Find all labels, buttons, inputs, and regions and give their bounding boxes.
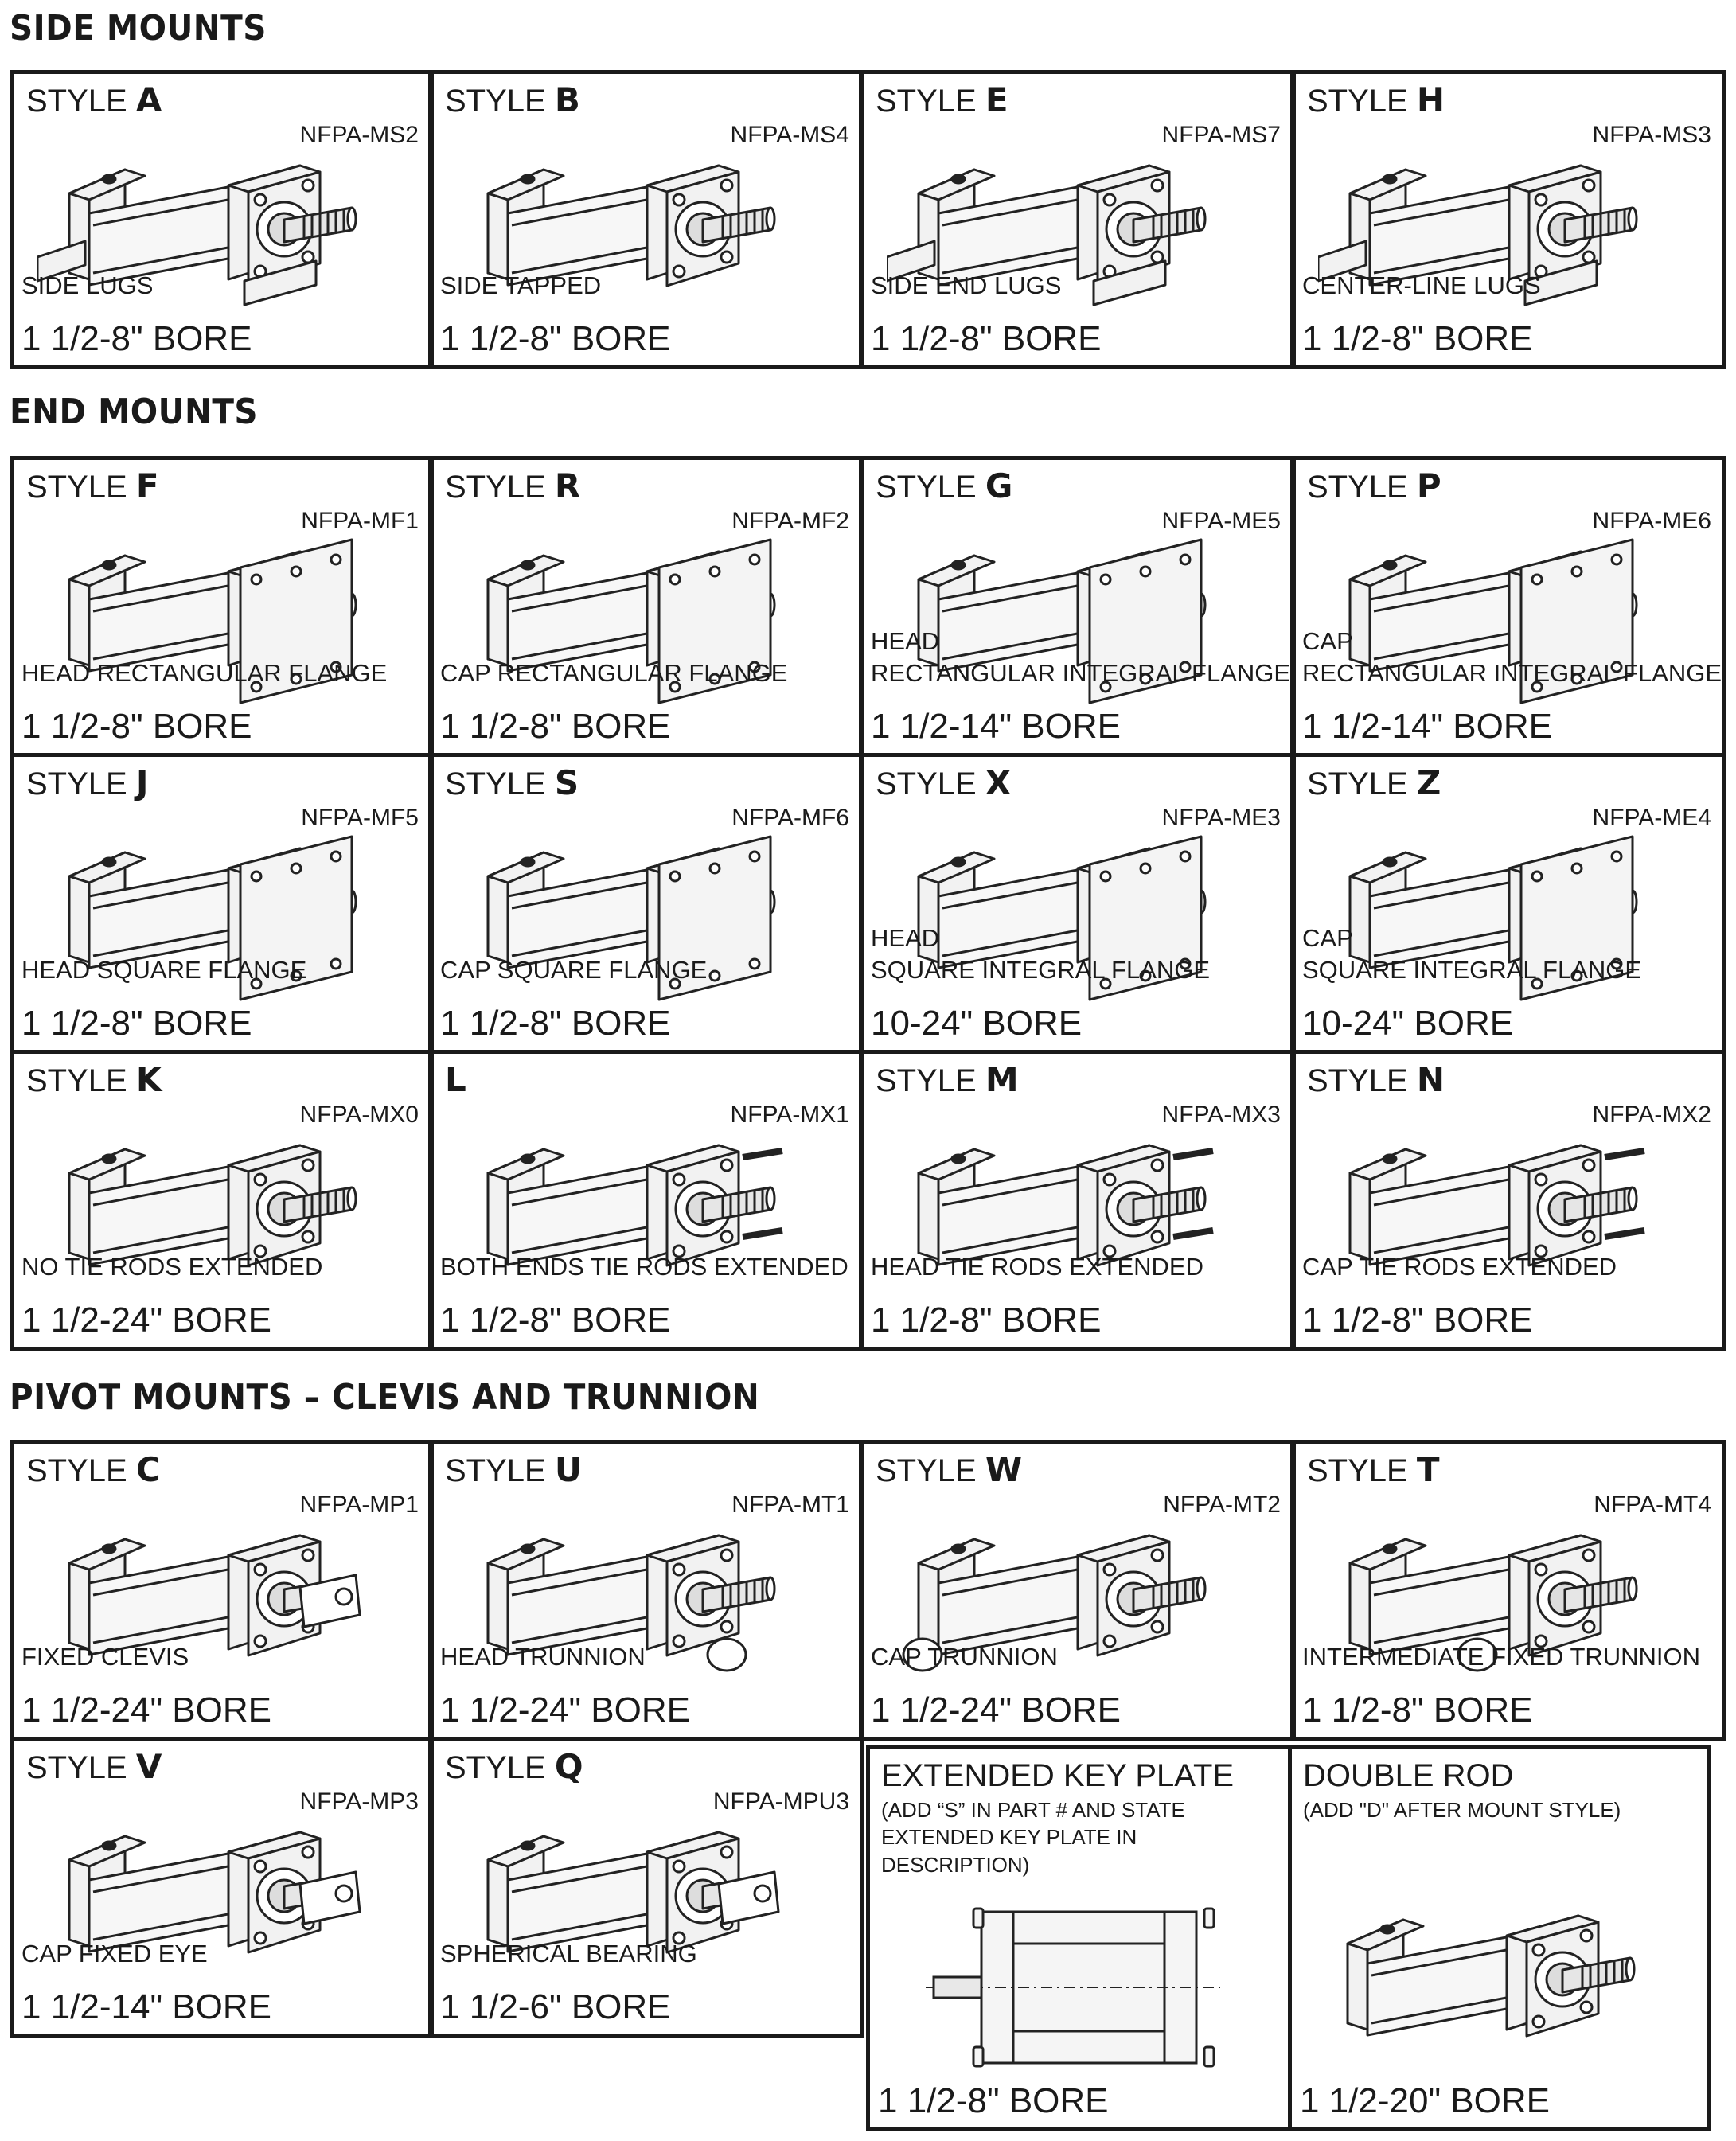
intermediate-fixed-trunnion-icon <box>1318 1507 1652 1706</box>
bore-range: 1 1/2-8" BORE <box>871 319 1102 358</box>
cap-square-flange-icon <box>456 821 790 1020</box>
cap-rectangular-integral-flange-icon <box>1318 524 1652 723</box>
nfpa-code: NFPA-MP3 <box>299 1788 419 1815</box>
mount-description <box>1302 270 1541 302</box>
style-prefix: STYLE <box>876 766 985 801</box>
description-line: INTERMEDIATE FIXED TRUNNION <box>1302 1643 1701 1671</box>
nfpa-code: NFPA-MX1 <box>730 1102 849 1128</box>
nfpa-code: NFPA-MX2 <box>1592 1102 1711 1128</box>
style-label <box>445 1060 466 1099</box>
nfpa-code: NFPA-MT4 <box>1594 1492 1711 1518</box>
note-line: (ADD "D" AFTER MOUNT STYLE) <box>1303 1798 1621 1822</box>
style-label <box>1307 1450 1440 1489</box>
side-lugs-cylinder-icon <box>37 138 372 337</box>
nfpa-code: NFPA-MT2 <box>1163 1492 1281 1518</box>
both-ends-tie-rods-extended-icon <box>456 1117 790 1316</box>
head-square-integral-flange-icon <box>887 821 1221 1020</box>
cap-square-integral-flange-icon <box>1318 821 1652 1020</box>
mount-description <box>1302 1251 1617 1283</box>
mount-card-pivot-1[interactable] <box>428 1440 864 1741</box>
style-letter: B <box>554 80 580 119</box>
mount-description <box>21 270 153 302</box>
bore-range: 1 1/2-8" BORE <box>21 1004 252 1043</box>
style-label <box>26 80 162 119</box>
mount-card-end-7[interactable] <box>1290 753 1726 1054</box>
style-letter: J <box>135 763 149 802</box>
style-label <box>1307 80 1445 119</box>
style-letter: X <box>985 763 1012 802</box>
style-prefix: STYLE <box>445 1453 555 1488</box>
style-prefix: STYLE <box>1307 470 1417 505</box>
style-letter: N <box>1416 1060 1445 1099</box>
center-line-lugs-cylinder-icon <box>1318 138 1652 337</box>
style-label <box>1307 763 1441 802</box>
bore-range: 1 1/2-8" BORE <box>878 2081 1109 2120</box>
style-prefix: STYLE <box>876 470 985 505</box>
head-rectangular-flange-icon <box>37 524 372 723</box>
mount-description <box>21 1641 189 1673</box>
style-prefix: STYLE <box>876 1453 985 1488</box>
bore-range: 1 1/2-8" BORE <box>21 707 252 746</box>
style-label <box>26 466 159 505</box>
description-line: SIDE TAPPED <box>440 271 602 299</box>
style-label <box>876 1060 1019 1099</box>
mount-description <box>871 1641 1058 1673</box>
description-line: RECTANGULAR INTEGRAL FLANGE <box>1302 658 1722 687</box>
bore-range: 1 1/2-14" BORE <box>1302 707 1552 746</box>
nfpa-code: NFPA-MX0 <box>299 1102 419 1128</box>
head-trunnion-icon <box>456 1507 790 1706</box>
nfpa-code: NFPA-MS4 <box>730 122 849 148</box>
bore-range: 1 1/2-8" BORE <box>1302 1301 1533 1340</box>
bore-range: 1 1/2-8" BORE <box>440 707 671 746</box>
style-letter: U <box>554 1450 582 1489</box>
style-prefix: STYLE <box>26 470 136 505</box>
section-title-end-mounts: END MOUNTS <box>10 392 259 432</box>
description-line: SIDE END LUGS <box>871 271 1062 299</box>
style-label <box>26 1450 161 1489</box>
bore-range: 1 1/2-8" BORE <box>21 319 252 358</box>
mount-description <box>871 626 1290 688</box>
style-letter: R <box>554 466 581 505</box>
description-line: CAP RECTANGULAR FLANGE <box>440 659 788 687</box>
style-letter: L <box>445 1060 466 1099</box>
mount-description <box>21 657 387 689</box>
style-letter: T <box>1416 1450 1440 1489</box>
nfpa-code: NFPA-MPU3 <box>712 1788 849 1815</box>
mount-card-end-11[interactable] <box>1290 1050 1726 1351</box>
style-label <box>876 763 1012 802</box>
mount-card-end-10[interactable] <box>859 1050 1296 1351</box>
style-letter: K <box>135 1060 162 1099</box>
bore-range: 1 1/2-8" BORE <box>440 1301 671 1340</box>
nfpa-code: NFPA-MF6 <box>731 805 849 831</box>
mount-description <box>440 1251 848 1283</box>
style-label <box>445 1450 582 1489</box>
mount-description <box>1302 626 1722 688</box>
bore-range: 1 1/2-20" BORE <box>1300 2081 1550 2120</box>
mount-description <box>440 1641 646 1673</box>
style-letter: S <box>554 763 579 802</box>
description-line: CAP FIXED EYE <box>21 1940 208 1967</box>
bore-range: 1 1/2-8" BORE <box>440 1004 671 1043</box>
style-prefix: STYLE <box>1307 766 1417 801</box>
description-line: SQUARE INTEGRAL FLANGE <box>871 955 1211 984</box>
bore-range: 1 1/2-24" BORE <box>440 1691 690 1730</box>
nfpa-code: NFPA-MP1 <box>299 1492 419 1518</box>
nfpa-code: NFPA-MF1 <box>301 508 419 534</box>
style-letter: A <box>135 80 162 119</box>
nfpa-code: NFPA-MS7 <box>1161 122 1281 148</box>
extended-key-plate-icon <box>894 1888 1228 2087</box>
section-title-side-mounts: SIDE MOUNTS <box>10 8 267 49</box>
style-letter: C <box>135 1450 161 1489</box>
mount-card-pivot-4[interactable] <box>10 1737 434 2038</box>
mount-card-pivot-2[interactable] <box>859 1440 1296 1741</box>
mount-card-side-1[interactable] <box>428 70 864 369</box>
cap-tie-rods-extended-icon <box>1318 1117 1652 1316</box>
note-line: EXTENDED KEY PLATE IN <box>881 1825 1137 1850</box>
description-line: CAP <box>1302 924 1353 952</box>
style-prefix: STYLE <box>1307 1453 1417 1488</box>
style-letter: Z <box>1416 763 1441 802</box>
style-letter: F <box>135 466 159 505</box>
mount-card-end-9[interactable] <box>428 1050 864 1351</box>
description-line: SPHERICAL BEARING <box>440 1940 697 1967</box>
style-prefix: STYLE <box>876 1063 985 1098</box>
description-line: BOTH ENDS TIE RODS EXTENDED <box>440 1253 848 1281</box>
description-line: CAP TIE RODS EXTENDED <box>1302 1253 1617 1281</box>
nfpa-code: NFPA-MS2 <box>299 122 419 148</box>
bore-range: 1 1/2-24" BORE <box>871 1691 1121 1730</box>
bore-range: 1 1/2-8" BORE <box>440 319 671 358</box>
style-label <box>26 1060 162 1099</box>
bore-range: 1 1/2-6" BORE <box>440 1987 671 2026</box>
style-prefix: STYLE <box>26 1453 136 1488</box>
nfpa-code: NFPA-MF2 <box>731 508 849 534</box>
mount-card-side-2[interactable] <box>859 70 1296 369</box>
bore-range: 1 1/2-8" BORE <box>1302 1691 1533 1730</box>
note-line: DESCRIPTION) <box>881 1852 1030 1877</box>
bore-range: 1 1/2-8" BORE <box>1302 319 1533 358</box>
mount-description <box>21 954 306 986</box>
mount-description <box>871 270 1061 302</box>
mount-card-side-3[interactable] <box>1290 70 1726 369</box>
bore-range: 10-24" BORE <box>871 1004 1083 1043</box>
style-letter: V <box>135 1747 162 1786</box>
cap-rectangular-flange-icon <box>456 524 790 723</box>
mount-card-end-0[interactable] <box>10 456 434 757</box>
description-line: CAP <box>1302 627 1353 655</box>
description-line: NO TIE RODS EXTENDED <box>21 1253 323 1281</box>
mount-card-end-8[interactable] <box>10 1050 434 1351</box>
mount-description <box>440 657 787 689</box>
double-rod-cylinder-icon <box>1316 1888 1650 2087</box>
section-title-pivot-mounts: PIVOT MOUNTS – CLEVIS AND TRUNNION <box>10 1377 760 1418</box>
mount-card-end-5[interactable] <box>428 753 864 1054</box>
mount-description <box>21 1938 208 1970</box>
nfpa-code: NFPA-ME6 <box>1592 508 1711 534</box>
mount-card-pivot-0[interactable] <box>10 1440 434 1741</box>
mount-card-end-6[interactable] <box>859 753 1296 1054</box>
bore-range: 1 1/2-8" BORE <box>871 1301 1102 1340</box>
description-line: SQUARE INTEGRAL FLANGE <box>1302 955 1642 984</box>
mount-description <box>871 922 1210 985</box>
nfpa-code: NFPA-ME4 <box>1592 805 1711 831</box>
style-prefix: STYLE <box>26 766 136 801</box>
fixed-clevis-icon <box>37 1507 372 1706</box>
option-note <box>1303 1796 1621 1823</box>
option-card-0[interactable] <box>866 1745 1292 2131</box>
bore-range: 1 1/2-24" BORE <box>21 1691 271 1730</box>
description-line: HEAD RECTANGULAR FLANGE <box>21 659 388 687</box>
description-line: HEAD TIE RODS EXTENDED <box>871 1253 1204 1281</box>
option-note <box>881 1796 1185 1878</box>
style-label <box>445 763 579 802</box>
head-square-flange-icon <box>37 821 372 1020</box>
option-title: DOUBLE ROD <box>1303 1758 1514 1793</box>
description-line: HEAD <box>871 924 940 952</box>
description-line: CENTER-LINE LUGS <box>1302 271 1541 299</box>
bore-range: 1 1/2-24" BORE <box>21 1301 271 1340</box>
mount-description <box>871 1251 1203 1283</box>
mount-card-end-1[interactable] <box>428 456 864 757</box>
no-tie-rods-extended-icon <box>37 1117 372 1316</box>
cap-trunnion-icon <box>887 1507 1221 1706</box>
cap-fixed-eye-icon <box>37 1804 372 2003</box>
style-letter: P <box>1416 466 1441 505</box>
bore-range: 10-24" BORE <box>1302 1004 1514 1043</box>
style-label <box>445 1747 583 1786</box>
style-letter: Q <box>554 1747 583 1786</box>
style-prefix: STYLE <box>445 1750 555 1785</box>
nfpa-code: NFPA-ME3 <box>1161 805 1281 831</box>
side-end-lugs-cylinder-icon <box>887 138 1221 337</box>
style-label <box>1307 1060 1445 1099</box>
nfpa-code: NFPA-ME5 <box>1161 508 1281 534</box>
style-prefix: STYLE <box>1307 1063 1417 1098</box>
style-label <box>445 80 580 119</box>
nfpa-code: NFPA-MT1 <box>731 1492 849 1518</box>
style-letter: G <box>985 466 1013 505</box>
style-label <box>876 1450 1023 1489</box>
mount-description <box>1302 922 1641 985</box>
mount-description <box>440 270 601 302</box>
head-tie-rods-extended-icon <box>887 1117 1221 1316</box>
option-title: EXTENDED KEY PLATE <box>881 1758 1235 1793</box>
description-line: RECTANGULAR INTEGRAL FLANGE <box>871 658 1291 687</box>
style-label <box>445 466 581 505</box>
style-prefix: STYLE <box>445 84 555 119</box>
mount-description <box>440 1938 697 1970</box>
style-label <box>876 466 1013 505</box>
style-letter: W <box>985 1450 1023 1489</box>
style-label <box>26 763 149 802</box>
style-label <box>1307 466 1441 505</box>
mount-card-end-2[interactable] <box>859 456 1296 757</box>
mount-card-end-4[interactable] <box>10 753 434 1054</box>
style-prefix: STYLE <box>26 1750 136 1785</box>
style-label <box>26 1747 162 1786</box>
style-prefix: STYLE <box>26 1063 136 1098</box>
style-letter: M <box>985 1060 1019 1099</box>
style-label <box>876 80 1008 119</box>
bore-range: 1 1/2-14" BORE <box>871 707 1121 746</box>
nfpa-code: NFPA-MX3 <box>1161 1102 1281 1128</box>
description-line: HEAD TRUNNION <box>440 1643 646 1671</box>
mount-description <box>440 954 707 986</box>
mount-card-pivot-5[interactable] <box>428 1737 864 2038</box>
style-prefix: STYLE <box>445 766 555 801</box>
bore-range: 1 1/2-14" BORE <box>21 1987 271 2026</box>
description-line: CAP TRUNNION <box>871 1643 1058 1671</box>
description-line: SIDE LUGS <box>21 271 154 299</box>
option-card-1[interactable] <box>1288 1745 1711 2131</box>
mount-description <box>21 1251 322 1283</box>
mount-card-side-0[interactable] <box>10 70 434 369</box>
style-prefix: STYLE <box>445 470 555 505</box>
spherical-bearing-icon <box>456 1804 790 2003</box>
description-line: HEAD <box>871 627 940 655</box>
mount-card-end-3[interactable] <box>1290 456 1726 757</box>
style-prefix: STYLE <box>876 84 985 119</box>
nfpa-code: NFPA-MF5 <box>301 805 419 831</box>
side-tapped-cylinder-icon <box>456 138 790 337</box>
style-prefix: STYLE <box>1307 84 1417 119</box>
nfpa-code: NFPA-MS3 <box>1592 122 1711 148</box>
style-prefix: STYLE <box>26 84 136 119</box>
description-line: FIXED CLEVIS <box>21 1643 189 1671</box>
note-line: (ADD “S” IN PART # AND STATE <box>881 1798 1185 1822</box>
mount-card-pivot-3[interactable] <box>1290 1440 1726 1741</box>
mount-description <box>1302 1641 1700 1673</box>
description-line: CAP SQUARE FLANGE <box>440 956 708 984</box>
style-letter: H <box>1416 80 1445 119</box>
style-letter: E <box>985 80 1008 119</box>
description-line: HEAD SQUARE FLANGE <box>21 956 307 984</box>
head-rectangular-integral-flange-icon <box>887 524 1221 723</box>
